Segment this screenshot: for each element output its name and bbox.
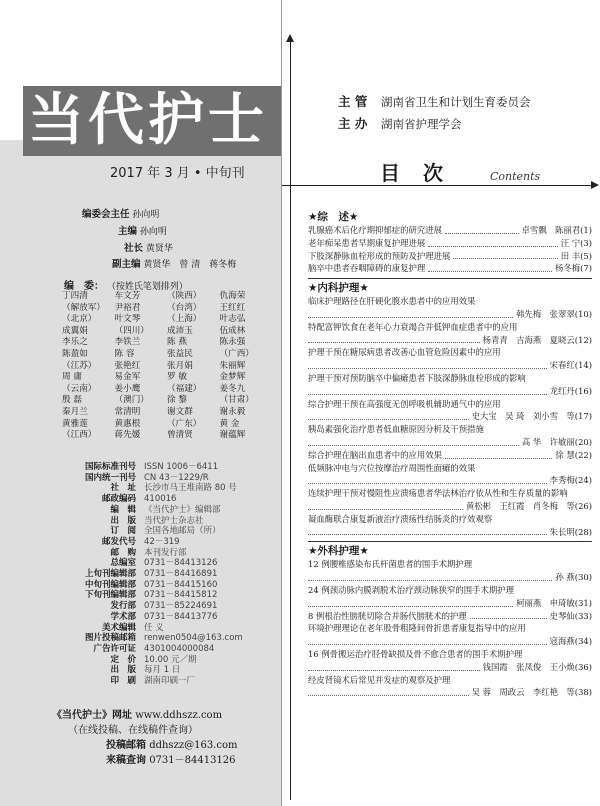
dot-leader	[308, 597, 513, 607]
editor-name: 黄 金	[219, 418, 240, 429]
editor-name: 叶文琴	[114, 314, 141, 325]
editor-name: 丁四清	[62, 291, 88, 301]
editor-name: （福建）	[167, 383, 202, 394]
editorial-value: 孙向明	[132, 210, 160, 220]
dot-leader	[428, 262, 552, 272]
section-divider	[308, 541, 592, 542]
toc-entry[interactable]	[308, 423, 592, 449]
info-row	[60, 505, 275, 516]
website-note: （在线投稿、在线稿件查询）	[68, 725, 198, 736]
email-address[interactable]: ddhszz@163.com	[149, 740, 238, 751]
info-row	[60, 644, 275, 655]
info-value: 《当代护士》编辑部	[144, 504, 221, 515]
toc-entry-authors: 宋春红(14)	[549, 360, 592, 371]
arrow-up-icon	[286, 34, 294, 42]
toc-entry-title: 8 例根治性膀胱切除合并肠代膀胱术的护理	[308, 610, 467, 621]
dot-leader	[308, 308, 513, 318]
toc-entry-authors: 杨冬梅(7)	[555, 263, 592, 274]
toc-entry-title: 连续护理干预对慢阻性应溃疡患者华法林治疗依从性和生存质量的影响	[308, 488, 568, 499]
info-label: 出 版	[110, 515, 136, 526]
editor-name: 徐 黎	[167, 395, 187, 406]
toc-entry[interactable]	[308, 398, 592, 424]
toc-subtitle: Contents	[490, 170, 541, 183]
toc-entry-leader	[308, 526, 592, 539]
editors-heading	[64, 277, 188, 292]
editor-name: 姜小鹰	[114, 383, 141, 394]
toc-entry-title: 综合护理在脑出血患者中的应用效果	[308, 449, 442, 460]
sponsor-value: 湖南省护理学会	[381, 117, 462, 131]
issue-line: 2017 年 3 月 • 中旬刊	[110, 166, 245, 181]
info-label: 邮政编码	[101, 494, 136, 505]
info-row	[60, 473, 275, 484]
toc-entry-leader	[308, 571, 592, 584]
toc-section-heading: ★外科护理★	[308, 545, 369, 558]
toc-entry-title: 老年痴呆患者早期康复护理进展	[308, 237, 426, 248]
panel-divider	[281, 0, 282, 806]
info-row	[60, 494, 275, 505]
info-label: 定 价	[110, 654, 136, 665]
editor-name: （江苏）	[62, 360, 97, 371]
toc-entry-authors: 朱长明(28)	[549, 526, 592, 537]
toc-entry[interactable]	[308, 513, 592, 539]
info-value: 42－319	[144, 536, 180, 547]
editor-name: 李铁兰	[114, 337, 141, 348]
editor-name: 殷 磊	[62, 395, 82, 406]
editor-name: 李乐之	[62, 337, 88, 348]
info-row	[60, 590, 275, 601]
info-value: 当代护士杂志社	[144, 515, 204, 526]
toc-entry-title: 24 例颈动脉内膜剥脱术治疗颈动脉狭窄的围手术期护理	[308, 584, 514, 595]
editor-name: 姜冬九	[219, 383, 246, 394]
toc-entry-title: 环境护理理论在老年股骨粗隆间骨折患者康复指导中的应用	[308, 623, 526, 634]
editor-name: 成沛玉	[167, 325, 193, 336]
info-value: 4301004000084	[144, 643, 215, 654]
toc-entry-authors: 龙红丹(16)	[549, 385, 592, 396]
editor-name: 易金军	[114, 372, 141, 383]
info-value: 任 义	[144, 622, 164, 633]
toc-entry-title: 经皮肾镜术后常见并发症的观察及护理	[308, 674, 451, 685]
dot-leader	[308, 661, 480, 671]
table-of-contents	[308, 208, 592, 699]
toc-entry-authors: 孙 燕(30)	[555, 572, 592, 583]
info-row	[60, 483, 275, 494]
toc-entry-leader	[308, 635, 592, 648]
toc-entry-authors: 黄松彬 王红霞 肖冬梅 等(26)	[465, 500, 592, 511]
info-row	[60, 558, 275, 569]
info-value: 全国各地邮局（所）	[144, 526, 221, 537]
toc-entry-title: 凝血酶联合康复新液治疗溃疡性结肠炎的疗效观察	[308, 513, 493, 524]
info-label: 美术编辑	[101, 622, 136, 633]
toc-entry-leader	[308, 334, 592, 347]
dot-leader	[308, 436, 519, 446]
dot-leader	[453, 250, 557, 260]
info-row	[60, 526, 275, 537]
toc-entry[interactable]	[308, 674, 592, 700]
toc-entry[interactable]	[308, 237, 592, 250]
dot-leader	[308, 571, 552, 581]
toc-entry-line	[308, 224, 592, 237]
toc-entry-authors: 徐 慧(22)	[555, 449, 592, 460]
toc-entry-line	[308, 262, 592, 275]
dot-leader	[308, 526, 547, 536]
toc-entry-authors: 汪 宁(3)	[560, 237, 592, 248]
toc-entry[interactable]	[308, 558, 592, 584]
toc-entry[interactable]	[308, 346, 592, 372]
editor-name: 曾清贤	[167, 430, 193, 441]
editor-name: 陈永强	[219, 337, 246, 348]
toc-entry-title: 12 例腰椎感染布氏杆菌患者的围手术期护理	[308, 559, 473, 570]
toc-entry-title: 临床护理路径在肝硬化腹水患者中的应用效果	[308, 296, 476, 307]
editor-name: （台湾）	[167, 302, 202, 313]
toc-entry-title: 护理干预在糖尿病患者改善心血管危险因素中的应用	[308, 347, 501, 358]
publication-info	[60, 462, 275, 687]
editor-name: （广西）	[219, 348, 254, 359]
toc-entry-leader	[308, 474, 592, 487]
editor-name: （江西）	[62, 430, 97, 441]
editor-name: （陕西）	[167, 291, 202, 301]
section-divider	[308, 278, 592, 279]
info-label: 广告许可证	[93, 643, 136, 654]
toc-entry-authors: 田 丰(5)	[560, 250, 592, 261]
toc-entry[interactable]	[308, 648, 592, 674]
info-row	[60, 676, 275, 687]
toc-entry-authors: 杨青青 吉海燕 夏晓云(12)	[482, 334, 592, 345]
editor-name: 王红红	[219, 302, 246, 313]
editorial-row	[82, 209, 159, 221]
toc-entry-authors: 李秀梅(24)	[549, 475, 592, 486]
editor-name: （四川）	[114, 325, 149, 336]
toc-entry[interactable]	[308, 449, 592, 462]
web-block	[52, 708, 278, 768]
info-row	[60, 623, 275, 634]
info-value: 湖南印刷一厂	[144, 676, 196, 687]
info-label: 邮发代号	[101, 536, 136, 547]
info-row	[60, 548, 275, 559]
magazine-title: 当代护士	[28, 87, 268, 153]
phone-number: 0731－84413126	[149, 755, 236, 766]
info-row	[60, 655, 275, 666]
info-row	[60, 665, 275, 676]
toc-entry-title: 脑卒中患者吞咽障碍的康复护理	[308, 263, 426, 274]
info-value: ISSN 1006－6411	[144, 462, 219, 472]
toc-entry-authors: 寇海燕(34)	[549, 636, 592, 647]
info-row	[60, 462, 275, 473]
editor-name: 谢永毅	[219, 406, 246, 417]
info-label: 订 阅	[110, 526, 136, 537]
info-value: 每月 1 日	[144, 665, 181, 676]
toc-entry-title: 乳腺癌术后化疗期抑郁症的研究进展	[308, 225, 442, 235]
editorial-label: 社长	[124, 243, 144, 254]
dot-leader	[308, 359, 547, 369]
toc-entry-line	[308, 250, 592, 263]
phone-label: 来稿查询	[106, 755, 146, 766]
editor-name: 金梦辉	[219, 372, 246, 383]
editor-name: （北京）	[62, 314, 97, 325]
toc-entry-title: 综合护理干预在高强度无创呼吸机辅助通气中的应用	[308, 398, 501, 409]
info-label: 社 址	[110, 483, 136, 494]
editorial-label: 编委会主任	[82, 209, 130, 220]
sponsor-supervisor	[338, 92, 531, 110]
toc-entry-title: 胰岛素强化治疗患者低血糖原因分析及干预措施	[308, 424, 484, 435]
toc-entry-line	[308, 237, 592, 250]
dot-leader	[308, 410, 469, 420]
info-value: 0731－84415160	[144, 579, 218, 590]
editor-name: 张益民	[167, 348, 193, 359]
editorial-value: 孙向明	[139, 227, 167, 237]
toc-entry-authors: 史琴仙(33)	[549, 610, 592, 621]
editor-name: 叶志弘	[219, 314, 246, 325]
info-value: renwen0504@163.com	[144, 633, 243, 644]
toc-entry-authors: 高 华 许敏丽(20)	[521, 436, 592, 447]
toc-entry-title: 特配富钾饮食在老年心力衰竭合并低钾血症患者中的应用	[308, 321, 518, 332]
editorial-label: 主编	[118, 226, 138, 237]
editor-name: 谢蕴辉	[219, 430, 246, 441]
info-label: 出 版	[110, 665, 136, 676]
dot-leader	[308, 334, 480, 344]
sponsor-label: 主 管	[338, 94, 368, 109]
toc-entry[interactable]	[308, 487, 592, 513]
toc-entry-authors: 史大宝 吴 琦 刘小雪 等(17)	[471, 411, 592, 422]
arrow-right-icon	[591, 181, 599, 189]
toc-title: 目 次	[380, 161, 451, 185]
editors-label: 编 委：	[64, 281, 104, 292]
toc-entry-title: 护理干预对预防脑卒中偏瘫患者下肢深静脉血栓形成的影响	[308, 372, 526, 383]
sponsor-organizer	[338, 114, 462, 132]
editor-name: （广东）	[167, 418, 202, 429]
info-row	[60, 569, 275, 580]
info-label: 图片投稿邮箱	[84, 633, 136, 644]
info-value: 本刊发行部	[144, 547, 187, 558]
info-value: 长沙市马王堆南路 80 号	[144, 483, 237, 494]
toc-entry-authors: 柯丽燕 申琦敏(31)	[516, 597, 592, 608]
editors-grid	[62, 291, 272, 442]
editorial-row	[124, 243, 173, 255]
toc-entry-leader	[308, 359, 592, 372]
toc-entry-authors: 韩先梅 张翠翠(10)	[516, 308, 592, 319]
dot-leader	[308, 686, 469, 696]
toc-entry[interactable]	[308, 462, 592, 488]
editor-name: 朱丽辉	[219, 360, 246, 371]
editor-name: 陈 容	[114, 348, 135, 359]
editorial-value: 黄贤华	[145, 244, 173, 254]
sponsor-value: 湖南省卫生和计划生育委员会	[381, 95, 531, 109]
info-row	[60, 516, 275, 527]
info-label: 国际标准刊号	[84, 462, 136, 472]
editor-name: 黄雅莲	[62, 418, 88, 429]
info-value: 0731－84416891	[144, 569, 218, 580]
info-label: 总编室	[110, 558, 136, 569]
editor-name: （澳门）	[114, 395, 149, 406]
dot-leader	[445, 449, 552, 459]
toc-entry[interactable]	[308, 321, 592, 347]
toc-entry-title: 16 例骨搬运治疗胫骨缺损及骨不愈合患者的围手术期护理	[308, 648, 523, 659]
editor-name: 张月娟	[167, 360, 193, 371]
editor-name: 蒋先媛	[114, 430, 141, 441]
editorial-row	[112, 259, 236, 271]
toc-entry[interactable]	[308, 610, 592, 623]
editor-name: 仇海荣	[219, 291, 246, 301]
editor-name: 罗 敏	[167, 372, 187, 383]
website-label: 《当代护士》网址	[52, 710, 132, 721]
info-value: 10.00 元／期	[144, 654, 197, 665]
phone-row	[106, 753, 278, 768]
editor-name: （云南）	[62, 383, 97, 394]
website-url[interactable]: www.ddhszz.com	[135, 710, 223, 721]
email-row	[106, 738, 278, 753]
info-label: 编 辑	[110, 504, 136, 515]
editor-name: 陈 燕	[167, 337, 187, 348]
toc-entry-authors: 卓雪飘 陈丽君(1)	[521, 225, 592, 235]
vertical-axis-line	[290, 40, 291, 800]
email-label: 投稿邮箱	[106, 740, 146, 751]
toc-entry-line	[308, 449, 592, 462]
editor-name: 尹裕君	[114, 302, 141, 313]
toc-entry-leader	[308, 686, 592, 699]
editor-name: 黄惠根	[114, 418, 141, 429]
toc-entry-title: 低频脉冲电与穴位按摩治疗周围性面瘫的效果	[308, 462, 476, 473]
toc-entry-leader	[308, 410, 592, 423]
toc-entry-leader	[308, 597, 592, 610]
info-row	[60, 580, 275, 591]
dot-leader	[428, 237, 557, 247]
editors-note: （按姓氏笔划排列）	[106, 282, 188, 292]
info-value: 0731－84415812	[144, 590, 218, 601]
info-row	[60, 612, 275, 623]
toc-entry-leader	[308, 308, 592, 321]
toc-section-heading: ★内科护理★	[308, 282, 369, 295]
toc-entry[interactable]	[308, 295, 592, 321]
info-label: 下旬刊编辑部	[84, 590, 136, 601]
dot-leader	[308, 385, 547, 395]
info-value: 0731－84413776	[144, 611, 218, 622]
info-value: 0731－85224691	[144, 601, 218, 612]
editor-name: 伍成林	[219, 325, 246, 336]
info-label: 邮 购	[110, 547, 136, 558]
info-value: 0731－84413126	[144, 558, 218, 569]
editor-name: 常清明	[114, 406, 141, 417]
website-row	[52, 708, 278, 723]
editor-name: （甘肃）	[219, 395, 254, 406]
toc-entry[interactable]	[308, 262, 592, 275]
info-label: 发行部	[110, 601, 136, 612]
editor-name: 秦月兰	[62, 406, 88, 417]
info-value: CN 43－1229/R	[144, 472, 209, 483]
toc-entry-authors: 吴 蓉 周政云 李红艳 等(38)	[471, 687, 592, 698]
editorial-row	[118, 226, 167, 238]
dot-leader	[470, 610, 547, 620]
info-row	[60, 537, 275, 548]
dot-leader	[308, 635, 547, 645]
dot-leader	[308, 474, 547, 484]
sponsor-label: 主 办	[338, 116, 368, 131]
toc-entry[interactable]	[308, 250, 592, 263]
editor-name: 张艳红	[114, 360, 141, 371]
toc-entry-authors: 钱国霞 张凤俊 王小焕(36)	[482, 661, 592, 672]
toc-entry-leader	[308, 661, 592, 674]
info-label: 上旬刊编辑部	[84, 569, 136, 580]
dot-leader	[308, 500, 463, 510]
info-label: 印 刷	[110, 676, 136, 687]
toc-entry-line	[308, 610, 592, 623]
editorial-label: 副主编	[112, 259, 141, 270]
editor-name: 成翼娟	[62, 325, 88, 336]
info-value: 410016	[144, 494, 177, 505]
editor-name: 谢文群	[167, 406, 193, 417]
info-label: 学术部	[110, 611, 136, 622]
toc-entry[interactable]	[308, 622, 592, 648]
editorial-value: 黄贤华 曾 清 蒋冬梅	[143, 260, 237, 270]
info-row	[60, 633, 275, 644]
editor-name: （上海）	[167, 314, 202, 325]
toc-entry-leader	[308, 436, 592, 449]
editor-name: 陈盈如	[62, 348, 88, 359]
info-label: 中旬刊编辑部	[84, 579, 136, 590]
toc-entry[interactable]	[308, 584, 592, 610]
editor-name: 车文芳	[114, 291, 141, 301]
dot-leader	[445, 224, 519, 234]
toc-entry-title: 下肢深静脉血栓形成的预防及护理进展	[308, 250, 451, 261]
info-row	[60, 601, 275, 612]
toc-entry[interactable]	[308, 372, 592, 398]
toc-section-heading: ★综 述★	[308, 211, 359, 223]
info-label: 国内统一刊号	[84, 472, 136, 483]
toc-entry-leader	[308, 500, 592, 513]
toc-entry-leader	[308, 385, 592, 398]
editor-name: （解放军）	[62, 302, 105, 313]
editor-name: 周 庸	[62, 372, 82, 383]
toc-entry[interactable]	[308, 224, 592, 237]
